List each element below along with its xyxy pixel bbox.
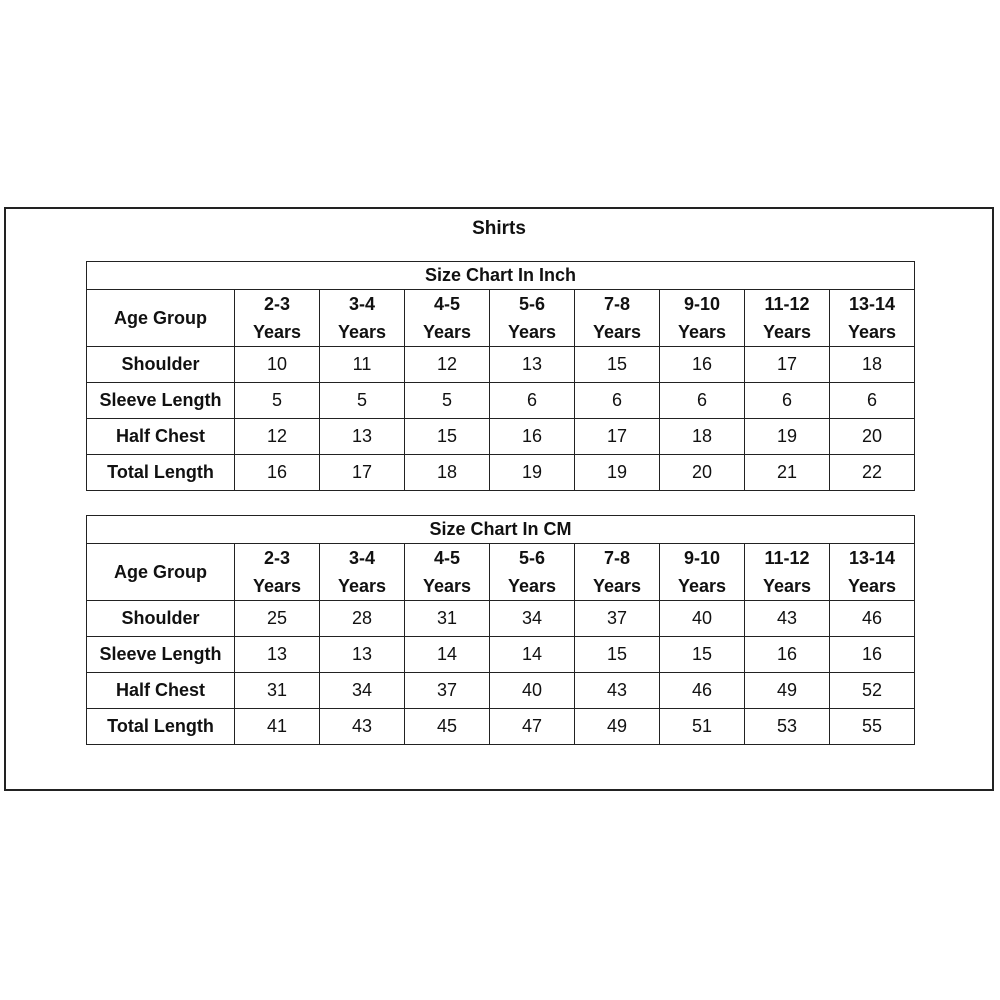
measurement-cell: 47 — [490, 709, 575, 745]
age-range: 9-10 — [683, 294, 721, 314]
measurement-cell: 16 — [490, 419, 575, 455]
age-column-header — [830, 290, 915, 347]
row-label: Sleeve Length — [87, 637, 235, 673]
age-range: 5-6 — [518, 548, 545, 568]
age-range: 7-8 — [603, 294, 630, 314]
measurement-cell: 19 — [745, 419, 830, 455]
row-label: Shoulder — [87, 601, 235, 637]
measurement-cell: 6 — [745, 383, 830, 419]
age-column-header — [490, 290, 575, 347]
age-range: 7-8 — [603, 548, 630, 568]
age-range: 4-5 — [433, 294, 460, 314]
measurement-cell: 16 — [745, 637, 830, 673]
age-column-header — [405, 290, 490, 347]
age-unit: Years — [762, 576, 812, 596]
measurement-cell: 31 — [235, 673, 320, 709]
age-column-header — [660, 290, 745, 347]
age-range: 5-6 — [518, 294, 545, 314]
table-row — [87, 601, 915, 637]
measurement-cell: 34 — [490, 601, 575, 637]
measurement-cell: 41 — [235, 709, 320, 745]
measurement-cell: 15 — [405, 419, 490, 455]
measurement-cell: 20 — [830, 419, 915, 455]
measurement-cell: 40 — [490, 673, 575, 709]
age-range: 2-3 — [263, 548, 290, 568]
age-unit: Years — [847, 322, 897, 342]
measurement-cell: 15 — [660, 637, 745, 673]
age-unit: Years — [422, 322, 472, 342]
column-header-row — [87, 290, 915, 347]
age-unit: Years — [252, 576, 302, 596]
age-unit: Years — [592, 576, 642, 596]
measurement-cell: 13 — [490, 347, 575, 383]
age-unit: Years — [252, 322, 302, 342]
measurement-cell: 19 — [490, 455, 575, 491]
measurement-cell: 10 — [235, 347, 320, 383]
age-range: 13-14 — [848, 548, 896, 568]
age-column-header — [745, 290, 830, 347]
measurement-cell: 40 — [660, 601, 745, 637]
measurement-cell: 15 — [575, 347, 660, 383]
age-unit: Years — [677, 322, 727, 342]
age-unit: Years — [337, 322, 387, 342]
measurement-cell: 5 — [235, 383, 320, 419]
measurement-cell: 6 — [575, 383, 660, 419]
measurement-cell: 18 — [830, 347, 915, 383]
age-range: 3-4 — [348, 294, 375, 314]
measurement-cell: 21 — [745, 455, 830, 491]
measurement-cell: 37 — [575, 601, 660, 637]
age-range: 11-12 — [764, 294, 810, 314]
age-range: 13-14 — [848, 294, 896, 314]
measurement-cell: 22 — [830, 455, 915, 491]
table-row — [87, 709, 915, 745]
measurement-cell: 20 — [660, 455, 745, 491]
measurement-cell: 11 — [320, 347, 405, 383]
age-unit: Years — [422, 576, 472, 596]
measurement-cell: 43 — [575, 673, 660, 709]
age-range: 3-4 — [348, 548, 375, 568]
measurement-cell: 19 — [575, 455, 660, 491]
measurement-cell: 6 — [830, 383, 915, 419]
measurement-cell: 17 — [745, 347, 830, 383]
age-range: 11-12 — [764, 548, 810, 568]
row-label: Half Chest — [87, 673, 235, 709]
measurement-cell: 45 — [405, 709, 490, 745]
measurement-cell: 17 — [320, 455, 405, 491]
size-chart-frame — [4, 207, 994, 791]
page-title: Shirts — [472, 218, 526, 239]
size-table-cm — [86, 515, 915, 745]
age-column-header — [405, 544, 490, 601]
measurement-cell: 13 — [320, 419, 405, 455]
age-range: 9-10 — [683, 548, 721, 568]
table-row — [87, 383, 915, 419]
row-label: Sleeve Length — [87, 383, 235, 419]
table-row — [87, 637, 915, 673]
measurement-cell: 51 — [660, 709, 745, 745]
table-row — [87, 455, 915, 491]
measurement-cell: 43 — [320, 709, 405, 745]
measurement-cell: 46 — [830, 601, 915, 637]
measurement-cell: 16 — [830, 637, 915, 673]
measurement-cell: 14 — [490, 637, 575, 673]
age-group-header: Age Group — [87, 544, 235, 601]
measurement-cell: 14 — [405, 637, 490, 673]
measurement-cell: 5 — [320, 383, 405, 419]
measurement-cell: 34 — [320, 673, 405, 709]
row-label: Half Chest — [87, 419, 235, 455]
age-group-header: Age Group — [87, 290, 235, 347]
measurement-cell: 15 — [575, 637, 660, 673]
measurement-cell: 6 — [660, 383, 745, 419]
measurement-cell: 13 — [235, 637, 320, 673]
measurement-cell: 31 — [405, 601, 490, 637]
age-unit: Years — [507, 322, 557, 342]
age-unit: Years — [507, 576, 557, 596]
measurement-cell: 18 — [660, 419, 745, 455]
measurement-cell: 55 — [830, 709, 915, 745]
measurement-cell: 46 — [660, 673, 745, 709]
age-column-header — [320, 290, 405, 347]
measurement-cell: 53 — [745, 709, 830, 745]
age-column-header — [745, 544, 830, 601]
measurement-cell: 43 — [745, 601, 830, 637]
measurement-cell: 49 — [745, 673, 830, 709]
row-label: Total Length — [87, 455, 235, 491]
age-column-header — [660, 544, 745, 601]
age-unit: Years — [592, 322, 642, 342]
age-column-header — [235, 544, 320, 601]
measurement-cell: 25 — [235, 601, 320, 637]
age-column-header — [575, 290, 660, 347]
age-range: 2-3 — [263, 294, 290, 314]
measurement-cell: 18 — [405, 455, 490, 491]
age-column-header — [320, 544, 405, 601]
measurement-cell: 17 — [575, 419, 660, 455]
measurement-cell: 6 — [490, 383, 575, 419]
table-caption: Size Chart In Inch — [87, 262, 915, 290]
row-label: Shoulder — [87, 347, 235, 383]
age-column-header — [575, 544, 660, 601]
measurement-cell: 16 — [235, 455, 320, 491]
age-unit: Years — [762, 322, 812, 342]
column-header-row — [87, 544, 915, 601]
age-column-header — [235, 290, 320, 347]
measurement-cell: 49 — [575, 709, 660, 745]
age-unit: Years — [847, 576, 897, 596]
measurement-cell: 12 — [405, 347, 490, 383]
measurement-cell: 13 — [320, 637, 405, 673]
age-column-header — [490, 544, 575, 601]
measurement-cell: 5 — [405, 383, 490, 419]
measurement-cell: 37 — [405, 673, 490, 709]
table-row — [87, 347, 915, 383]
size-table-inch — [86, 261, 915, 491]
table-row — [87, 419, 915, 455]
age-range: 4-5 — [433, 548, 460, 568]
age-unit: Years — [677, 576, 727, 596]
table-caption: Size Chart In CM — [87, 516, 915, 544]
age-unit: Years — [337, 576, 387, 596]
measurement-cell: 16 — [660, 347, 745, 383]
age-column-header — [830, 544, 915, 601]
row-label: Total Length — [87, 709, 235, 745]
table-row — [87, 673, 915, 709]
measurement-cell: 12 — [235, 419, 320, 455]
measurement-cell: 28 — [320, 601, 405, 637]
measurement-cell: 52 — [830, 673, 915, 709]
